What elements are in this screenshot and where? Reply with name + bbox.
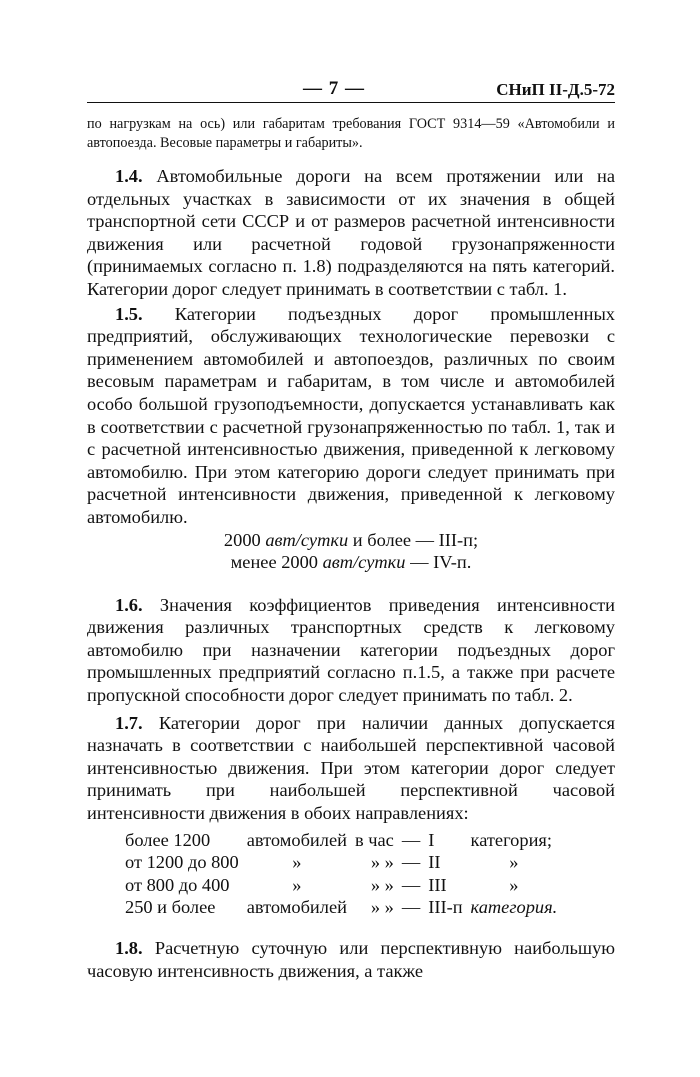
what-cell: автомобилей [246, 829, 347, 850]
section-text: Категории подъездных дорог промышленных предприятий, обслуживающих технологические перевозки с применением автомобилей и автопоездов, различных по своим весовым параметрам и габаритам, в том числе и автомобилей особо большой грузоподъемности, допускается устанавливать как в соответствии с расчетной грузонапряженностью по табл. 1, так и с расчетной интенсивностью движения, приведенной к легковому автомобилю. При этом категорию дороги следует принимать при расчетной интенсивности движения, приведенной к легковому автомобилю. [87, 303, 615, 527]
per-cell: в час [354, 829, 394, 850]
category-cell: III-п [428, 897, 463, 918]
intro-text: по нагрузкам на ось) или габаритам требования ГОСТ 9314—59 «Автомобили и автопоезда. Весовые параметры и габариты». [87, 116, 615, 151]
section-1-6 [87, 594, 615, 707]
section-number: 1.6. [115, 594, 143, 615]
what-cell: автомобилей [246, 897, 347, 918]
table-row [125, 851, 565, 874]
section-text: Категории дорог при наличии данных допускается назначать в соответствии с наибольшей перспективной часовой интенсивностью движения. При этом категории дорог следует принимать при наибольшей перспективной часовой интенсивности движения в обоих направлениях: [87, 712, 615, 824]
range-cell: от 800 до 400 [125, 874, 230, 895]
section-1-5 [87, 303, 615, 529]
per-cell: » » [370, 852, 394, 873]
dash-cell: — [401, 874, 421, 895]
category-cell: II [428, 852, 441, 873]
section-number: 1.4. [115, 166, 143, 186]
section-1-4 [87, 165, 615, 301]
category-cell: I [428, 829, 435, 850]
table-row [125, 896, 565, 919]
word-cell: категория; [470, 829, 552, 850]
table-row [125, 874, 565, 897]
section-1-7 [87, 712, 615, 825]
rule-line-2 [87, 551, 615, 574]
document-page [87, 78, 615, 982]
table-row [125, 829, 565, 852]
rule-line-1 [87, 529, 615, 552]
section-number: 1.7. [115, 712, 143, 733]
rule-value: 2000 [223, 529, 261, 550]
page-number: — 7 — [303, 78, 365, 99]
category-cell: III [428, 874, 447, 895]
rule-unit: авт/сутки [322, 552, 406, 573]
dash-cell: — [401, 852, 421, 873]
section-number: 1.5. [115, 303, 143, 324]
rule-prefix: менее 2000 [230, 552, 318, 573]
rule-rest: и более — III-п; [352, 529, 479, 550]
what-cell: » [292, 874, 302, 895]
what-cell: » [292, 852, 302, 873]
section-text: Автомобильные дороги на всем протяжении или на отдельных участках в зависимости от их значения в общей транспортной сети СССР и от размеров расчетной интенсивности движения или расчетной годовой грузонапряженности (принимаемых согласно п. 1.8) подразделяются на пять категорий. Категории дорог следует принимать в соответствии с табл. 1. [87, 166, 616, 299]
category-table [125, 829, 565, 919]
word-cell: » [509, 874, 519, 895]
section-text: Расчетную суточную или перспективную наибольшую часовую интенсивность движения, а также [87, 938, 616, 981]
per-cell: » » [370, 897, 394, 918]
word-cell: категория. [470, 897, 558, 918]
dash-cell: — [401, 897, 421, 918]
section-number: 1.8. [115, 938, 143, 958]
rule-unit: авт/сутки [265, 529, 349, 550]
range-cell: более 1200 [125, 829, 211, 850]
range-cell: 250 и более [125, 897, 216, 918]
per-cell: » » [370, 874, 394, 895]
page-header [87, 78, 615, 103]
word-cell: » [509, 852, 519, 873]
rule-rest: — IV-п. [410, 552, 472, 573]
document-code: СНиП II-Д.5-72 [496, 80, 615, 99]
section-text: Значения коэффициентов приведения интенсивности движения различных транспортных средств к легковому автомобилю при назначении категории подъездных дорог промышленных предприятий согласно п.1.5, а также при расчете пропускной способности дорог следует принимать по табл. 2. [87, 594, 615, 706]
section-1-8 [87, 937, 615, 982]
range-cell: от 1200 до 800 [125, 852, 239, 873]
dash-cell: — [401, 829, 421, 850]
